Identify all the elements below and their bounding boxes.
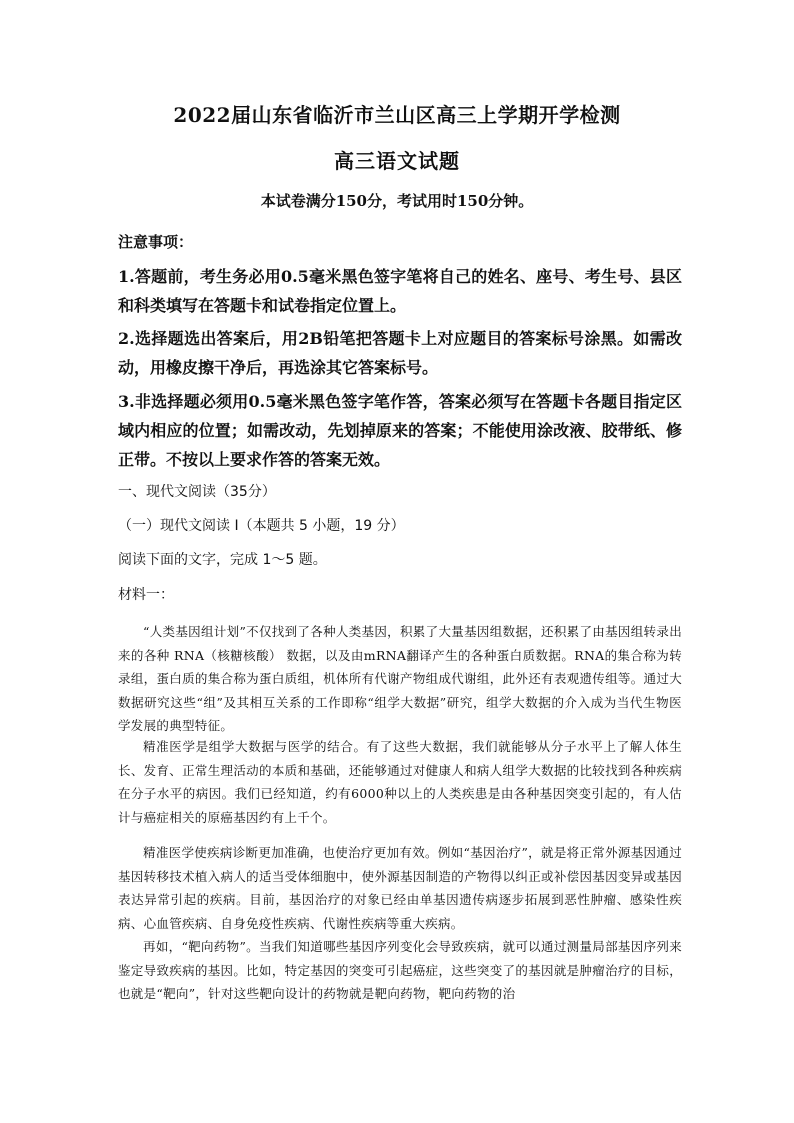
exam-meta: 本试卷满分150分，考试用时150分钟。 — [260, 192, 534, 210]
section-heading: 一、现代文阅读（35分） — [118, 484, 276, 500]
exam-subtitle: 高三语文试题 — [334, 149, 460, 173]
passage-paragraph: 精准医学是组学大数据与医学的结合。有了这些大数据，我们就能够从分子水平上了解人体生长、发育、正常生理活动的本质和基础，还能够通过对健康人和病人组学大数据的比较找到各种疾病在分子水平的病因。我们已经知道，约有6000种以上的人类疾患是由各种基因突变引起的，有人估计与癌症相关的原癌基因约有上千个。 — [118, 739, 682, 825]
notice-item-2: 2.选择题选出答案后，用2B铅笔把答题卡上对应题目的答案标号涂黑。如需改动，用橡皮擦干净后，再选涂其它答案标号。 — [118, 329, 682, 377]
passage-paragraph: 精准医学使疾病诊断更加准确，也使治疗更加有效。例如“基因治疗”，就是将正常外源基因通过基因转移技术植入病人的适当受体细胞中，使外源基因制造的产物得以纠正或补偿因基因变异或基因表达异常引起的疾病。目前，基因治疗的对象已经由单基因遗传病逐步拓展到恶性肿瘤、感染性疾病、心血管疾病、自身免疫性疾病、代谢性疾病等重大疾病。 — [118, 845, 682, 931]
notice-item-3: 3.非选择题必须用0.5毫米黑色签字笔作答，答案必须写在答题卡各题目指定区域内相应的位置；如需改动，先划掉原来的答案；不能使用涂改液、胶带纸、修正带。不按以上要求作答的答案无效。 — [118, 392, 682, 469]
notice-heading: 注意事项： — [118, 233, 194, 251]
passage-paragraph: 再如，“靶向药物”。当我们知道哪些基因序列变化会导致疾病，就可以通过测量局部基因序列来鉴定导致疾病的基因。比如，特定基因的突变可引起癌症，这些突变了的基因就是肿瘤治疗的目标，也就是“靶向”，针对这些靶向设计的药物就是靶向药物，靶向药物的治 — [118, 939, 682, 1001]
subsection-heading: （一）现代文阅读 I（本题共 5 小题，19 分） — [118, 518, 405, 534]
material-label: 材料一： — [118, 587, 174, 603]
reading-instruction: 阅读下面的文字，完成 1～5 题。 — [118, 552, 327, 568]
passage-paragraph: “人类基因组计划”不仅找到了各种人类基因，积累了大量基因组数据，还积累了由基因组转录出来的各种 RNA（核糖核酸） 数据，以及由mRNA翻译产生的各种蛋白质数据。RNA的集合称为转录组，蛋白质的集合称为蛋白质组，机体所有代谢产物组成代谢组，此外还有表观遗传组等。通过大数据研究这些“组”及其相互关系的工作即称“组学大数据”研究，组学大数据的介入成为当代生物医学发展的典型特征。 — [118, 624, 682, 733]
notice-item-1: 1.答题前，考生务必用0.5毫米黑色签字笔将自己的姓名、座号、考生号、县区和科类填写在答题卡和试卷指定位置上。 — [118, 267, 682, 315]
exam-title: 2022届山东省临沂市兰山区高三上学期开学检测 — [173, 103, 621, 127]
